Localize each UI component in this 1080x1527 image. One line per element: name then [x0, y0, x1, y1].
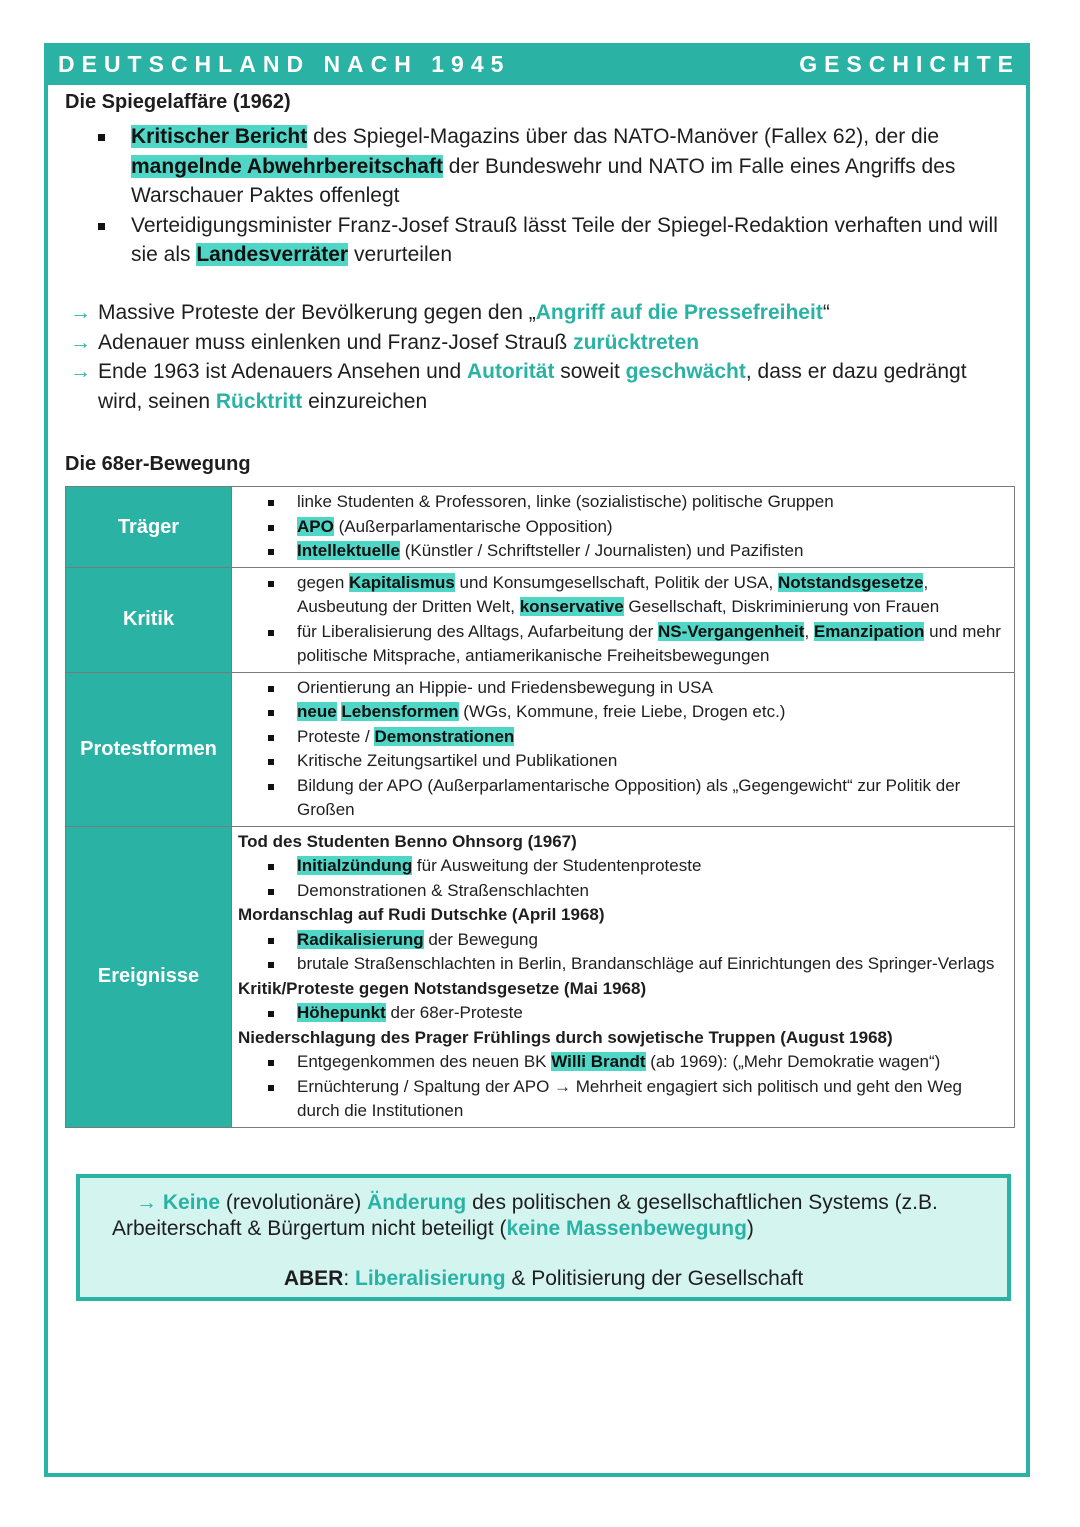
- header-topic: DEUTSCHLAND NACH 1945: [58, 51, 511, 77]
- list-item: Höhepunkt der 68er-Proteste: [236, 1001, 1006, 1026]
- summary-box: [76, 1174, 1011, 1301]
- summary-aber: ABER: Liberalisierung & Politisierung der Gesellschaft: [283, 1267, 804, 1290]
- list-item: Proteste / Demonstrationen: [236, 725, 1006, 750]
- list-item: Bildung der APO (Außerparlamentarische Opposition) als „Gegengewicht“ zur Politik der Großen: [236, 774, 1006, 823]
- table-row: [66, 672, 1015, 826]
- row-label-ereignisse: Ereignisse: [66, 826, 232, 1127]
- event-heading: Niederschlagung des Prager Frühlings durch sowjetische Truppen (August 1968): [238, 1027, 893, 1047]
- list-item: Orientierung an Hippie- und Friedensbewegung in USA: [236, 676, 1006, 701]
- consequence-item: → Adenauer muss einlenken und Franz-Josef Strauß zurücktreten: [70, 328, 1010, 358]
- row-label-protestformen: Protestformen: [66, 672, 232, 826]
- list-item: Entgegenkommen des neuen BK Willi Brandt (ab 1969): („Mehr Demokratie wagen“): [236, 1050, 1006, 1075]
- list-item: neue Lebensformen (WGs, Kommune, freie Liebe, Drogen etc.): [236, 700, 1006, 725]
- event-heading: Mordanschlag auf Rudi Dutschke (April 1968): [238, 905, 605, 924]
- section-title-68er: Die 68er-Bewegung: [65, 453, 251, 475]
- list-item: Kritische Zeitungsartikel und Publikationen: [236, 749, 1006, 774]
- bewegung-table: [65, 486, 1015, 1128]
- event-heading: Tod des Studenten Benno Ohnsorg (1967): [238, 831, 577, 851]
- header-subject: GESCHICHTE: [799, 51, 1020, 77]
- arrow-icon: →: [70, 301, 91, 324]
- list-item: Kritischer Bericht des Spiegel-Magazins über das NATO-Manöver (Fallex 62), der die mangelnde Abwehrbereitschaft der Bundeswehr und NATO im Falle eines Angriffs des Warschauer Paktes offenlegt: [95, 122, 1015, 211]
- list-item: Radikalisierung der Bewegung: [236, 928, 1006, 953]
- table-row: [66, 567, 1015, 672]
- arrow-icon: →: [70, 330, 91, 354]
- list-item: Demonstrationen & Straßenschlachten: [236, 879, 1006, 904]
- event-heading: Kritik/Proteste gegen Notstandsgesetze (Mai 1968): [238, 978, 647, 998]
- list-item: Ernüchterung / Spaltung der APO → Mehrheit engagiert sich politisch und geht den Weg durch die Institutionen: [236, 1075, 1006, 1124]
- row-label-kritik: Kritik: [66, 567, 232, 672]
- list-item: für Liberalisierung des Alltags, Aufarbeitung der NS-Vergangenheit, Emanzipation und mehr politische Mitsprache, antiamerikanische Freiheitsbewegungen: [236, 620, 1006, 669]
- page-header: [44, 43, 1030, 85]
- list-item: gegen Kapitalismus und Konsumgesellschaft, Politik der USA, Notstandsgesetze, Ausbeutung der Dritten Welt, konservative Gesellschaft, Diskriminierung von Frauen: [236, 571, 1006, 620]
- list-item: brutale Straßenschlachten in Berlin, Brandanschläge auf Einrichtungen des Springer-Verlags: [236, 952, 1006, 977]
- row-label-traeger: Träger: [66, 487, 232, 568]
- consequence-item: → Massive Proteste der Bevölkerung gegen den „Angriff auf die Pressefreiheit“: [70, 298, 1010, 328]
- spiegel-bullet-list: [95, 122, 1015, 270]
- table-row: [66, 487, 1015, 568]
- summary-conclusion: → Keine (revolutionäre) Änderung des politischen & gesellschaftlichen Systems (z.B. Arbeiterschaft & Bürgertum nicht beteiligt (keine Massenbewegung): [112, 1191, 938, 1240]
- consequence-item: → Ende 1963 ist Adenauers Ansehen und Autorität soweit geschwächt, dass er dazu gedrängt wird, seinen Rücktritt einzureichen: [70, 357, 1010, 416]
- list-item: linke Studenten & Professoren, linke (sozialistische) politische Gruppen: [236, 490, 1006, 515]
- spiegel-consequences: [70, 298, 1010, 416]
- arrow-icon: →: [70, 360, 91, 383]
- list-item: APO (Außerparlamentarische Opposition): [236, 515, 1006, 540]
- arrow-icon: →: [136, 1191, 163, 1214]
- table-row: [66, 826, 1015, 1127]
- section-title-spiegelaffaere: Die Spiegelaffäre (1962): [65, 91, 291, 113]
- list-item: Intellektuelle (Künstler / Schriftsteller / Journalisten) und Pazifisten: [236, 539, 1006, 564]
- list-item: Initialzündung für Ausweitung der Studentenproteste: [236, 854, 1006, 879]
- list-item: Verteidigungsminister Franz-Josef Strauß lässt Teile der Spiegel-Redaktion verhaften und will sie als Landesverräter verurteilen: [95, 211, 1015, 270]
